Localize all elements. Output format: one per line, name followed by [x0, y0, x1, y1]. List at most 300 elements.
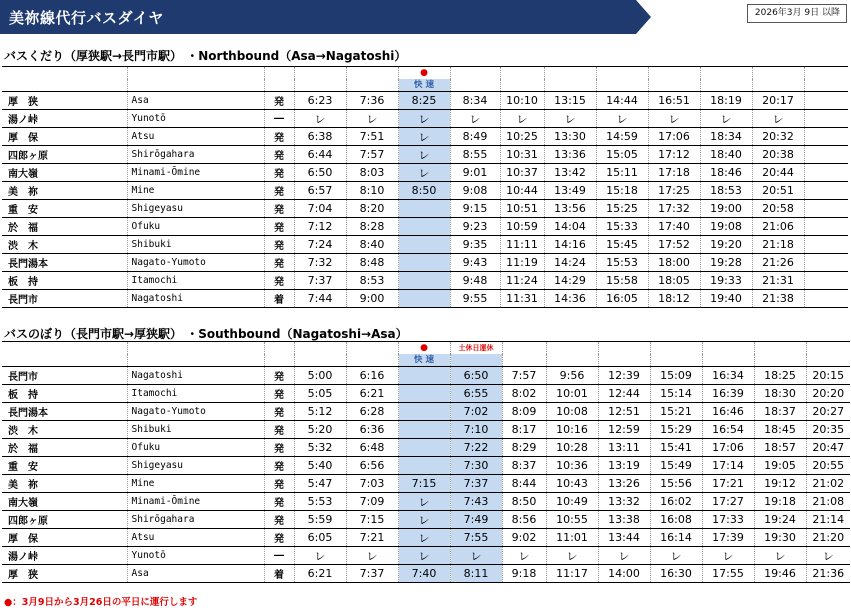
- stop-name-jp: 於 福: [2, 218, 127, 236]
- time-cell: 10:51: [500, 200, 544, 218]
- time-cell: 14:00: [598, 565, 650, 583]
- time-cell: 8:56: [502, 511, 546, 529]
- time-cell: 18:19: [700, 92, 752, 110]
- time-cell: 15:53: [596, 254, 648, 272]
- time-cell: 15:49: [650, 457, 702, 475]
- dep-arr-marker: 発: [264, 218, 294, 236]
- time-cell: 9:01: [450, 164, 500, 182]
- stop-name-jp: 重 安: [2, 457, 127, 475]
- time-cell: 10:49: [546, 493, 598, 511]
- time-cell: 6:55: [450, 385, 502, 403]
- time-cell: 7:30: [450, 457, 502, 475]
- timetable-row: [2, 164, 848, 182]
- time-cell: 8:17: [502, 421, 546, 439]
- southbound-timetable: [2, 341, 850, 583]
- time-cell: 20:32: [752, 128, 804, 146]
- time-cell: 10:36: [546, 457, 598, 475]
- time-cell: 17:06: [702, 439, 754, 457]
- time-cell: 12:51: [598, 403, 650, 421]
- dep-arr-marker: 発: [264, 182, 294, 200]
- time-cell: レ: [752, 110, 804, 128]
- time-cell: 18:00: [648, 254, 700, 272]
- time-cell: レ: [346, 547, 398, 565]
- time-cell: 15:11: [596, 164, 648, 182]
- timetable-row: [2, 511, 850, 529]
- time-cell: レ: [650, 547, 702, 565]
- timetable-row: [2, 200, 848, 218]
- time-cell: 15:33: [596, 218, 648, 236]
- time-cell: 5:40: [294, 457, 346, 475]
- time-cell: 6:48: [346, 439, 398, 457]
- time-cell: 9:43: [450, 254, 500, 272]
- rapid-label: 快 速: [398, 79, 450, 92]
- stop-name-romaji: Shirōgahara: [127, 146, 264, 164]
- time-cell: 9:48: [450, 272, 500, 290]
- header-cell: [752, 67, 804, 80]
- time-cell: 21:14: [806, 511, 850, 529]
- header-cell: [264, 79, 294, 92]
- time-cell: 13:26: [598, 475, 650, 493]
- stop-name-jp: 美 祢: [2, 182, 127, 200]
- time-cell: 7:04: [294, 200, 346, 218]
- time-cell: 10:16: [546, 421, 598, 439]
- time-cell: レ: [398, 110, 450, 128]
- time-cell: 6:38: [294, 128, 346, 146]
- time-cell: 8:20: [346, 200, 398, 218]
- time-cell: 13:32: [598, 493, 650, 511]
- dep-arr-marker: 発: [264, 475, 294, 493]
- time-cell: 10:59: [500, 218, 544, 236]
- timetable-row: [2, 92, 848, 110]
- stop-name-jp: 板 持: [2, 272, 127, 290]
- time-cell: 18:30: [754, 385, 806, 403]
- time-cell: 13:30: [544, 128, 596, 146]
- time-cell: 8:34: [450, 92, 500, 110]
- time-cell: 8:29: [502, 439, 546, 457]
- time-cell: 14:29: [544, 272, 596, 290]
- stop-name-jp: 長門湯本: [2, 254, 127, 272]
- time-cell: 7:49: [450, 511, 502, 529]
- time-cell: 7:15: [346, 511, 398, 529]
- header-cell: [650, 354, 702, 367]
- time-cell: 10:31: [500, 146, 544, 164]
- time-cell: 21:18: [752, 236, 804, 254]
- time-cell: 19:20: [700, 236, 752, 254]
- dep-arr-marker: 発: [264, 236, 294, 254]
- stop-name-jp: 南大嶺: [2, 493, 127, 511]
- time-cell: 7:57: [346, 146, 398, 164]
- time-cell: 8:10: [346, 182, 398, 200]
- header-cell: [546, 342, 598, 355]
- time-cell: 8:53: [346, 272, 398, 290]
- header-cell: [648, 79, 700, 92]
- timetable-row: [2, 128, 848, 146]
- time-cell: 16:54: [702, 421, 754, 439]
- timetable-row: [2, 403, 850, 421]
- stop-name-romaji: Asa: [127, 92, 264, 110]
- header-cell: [502, 342, 546, 355]
- stop-name-romaji: Shibuki: [127, 236, 264, 254]
- time-cell: 7:37: [450, 475, 502, 493]
- header-cell: [596, 79, 648, 92]
- time-cell: 21:06: [752, 218, 804, 236]
- time-cell: 20:38: [752, 146, 804, 164]
- time-cell: 5:47: [294, 475, 346, 493]
- time-cell: レ: [398, 547, 450, 565]
- time-cell: 8:03: [346, 164, 398, 182]
- header-cell: [294, 342, 346, 355]
- time-cell: 19:08: [700, 218, 752, 236]
- page-title: 美祢線代行バスダイヤ: [9, 9, 164, 27]
- stop-name-romaji: Atsu: [127, 529, 264, 547]
- time-cell: 8:09: [502, 403, 546, 421]
- stop-name-romaji: Asa: [127, 565, 264, 583]
- time-cell: 16:51: [648, 92, 700, 110]
- time-cell: 15:58: [596, 272, 648, 290]
- time-cell: 13:15: [544, 92, 596, 110]
- time-cell: 15:56: [650, 475, 702, 493]
- time-cell: [804, 146, 848, 164]
- dep-arr-marker: 発: [264, 254, 294, 272]
- header-cell: [598, 342, 650, 355]
- time-cell: 5:12: [294, 403, 346, 421]
- stop-name-romaji: Nagato-Yumoto: [127, 403, 264, 421]
- time-cell: 7:37: [294, 272, 346, 290]
- stop-name-romaji: Ofuku: [127, 218, 264, 236]
- service-marker: ●: [398, 342, 450, 355]
- time-cell: 21:38: [752, 290, 804, 308]
- time-cell: レ: [648, 110, 700, 128]
- time-cell: 10:43: [546, 475, 598, 493]
- stop-name-romaji: Yunotō: [127, 547, 264, 565]
- timetable-row: [2, 272, 848, 290]
- time-cell: 7:55: [450, 529, 502, 547]
- header-cell: [294, 354, 346, 367]
- time-cell: 16:14: [650, 529, 702, 547]
- timetable-row: [2, 290, 848, 308]
- header-cell: [264, 342, 294, 355]
- dep-arr-marker: 発: [264, 421, 294, 439]
- time-cell: [398, 272, 450, 290]
- time-cell: [398, 367, 450, 385]
- title-banner: [0, 0, 651, 34]
- time-cell: 11:31: [500, 290, 544, 308]
- time-cell: 21:26: [752, 254, 804, 272]
- time-cell: 16:46: [702, 403, 754, 421]
- timetable-row: [2, 565, 850, 583]
- effective-date: 2026年3月 9日 以降: [747, 4, 847, 23]
- header-cell: [294, 79, 346, 92]
- time-cell: [398, 421, 450, 439]
- stop-name-romaji: Itamochi: [127, 385, 264, 403]
- stop-name-romaji: Mine: [127, 475, 264, 493]
- time-cell: [804, 236, 848, 254]
- time-cell: [804, 290, 848, 308]
- southbound-title: バスのぼり（長門市駅→厚狭駅） ・Southbound（Nagatoshi→Asa）: [4, 327, 408, 341]
- stop-name-romaji: Shigeyasu: [127, 457, 264, 475]
- header-cell: [700, 67, 752, 80]
- time-cell: [398, 218, 450, 236]
- stop-name-romaji: Minami-Ōmine: [127, 493, 264, 511]
- time-cell: 5:20: [294, 421, 346, 439]
- dep-arr-marker: 発: [264, 457, 294, 475]
- time-cell: [804, 128, 848, 146]
- header-cell: [598, 354, 650, 367]
- time-cell: 15:14: [650, 385, 702, 403]
- time-cell: 17:55: [702, 565, 754, 583]
- time-cell: 7:24: [294, 236, 346, 254]
- time-cell: 20:51: [752, 182, 804, 200]
- dep-arr-marker: 発: [264, 367, 294, 385]
- stop-name-jp: 厚 保: [2, 128, 127, 146]
- time-cell: レ: [450, 547, 502, 565]
- time-cell: [804, 200, 848, 218]
- dep-arr-marker: 発: [264, 92, 294, 110]
- time-cell: 8:11: [450, 565, 502, 583]
- stop-name-jp: 渋 木: [2, 236, 127, 254]
- time-cell: 8:37: [502, 457, 546, 475]
- time-cell: 6:56: [346, 457, 398, 475]
- time-cell: 7:03: [346, 475, 398, 493]
- stop-name-jp: 湯ノ峠: [2, 547, 127, 565]
- time-cell: レ: [596, 110, 648, 128]
- time-cell: 6:36: [346, 421, 398, 439]
- header-cell: [346, 67, 398, 80]
- time-cell: 6:57: [294, 182, 346, 200]
- stop-name-romaji: Nagatoshi: [127, 367, 264, 385]
- time-cell: [398, 236, 450, 254]
- time-cell: 18:45: [754, 421, 806, 439]
- time-cell: 7:40: [398, 565, 450, 583]
- stop-name-romaji: Nagato-Yumoto: [127, 254, 264, 272]
- time-cell: 18:25: [754, 367, 806, 385]
- time-cell: 15:25: [596, 200, 648, 218]
- dep-arr-marker: 発: [264, 403, 294, 421]
- time-cell: 13:56: [544, 200, 596, 218]
- time-cell: 21:20: [806, 529, 850, 547]
- header-cell: [648, 67, 700, 80]
- time-cell: 11:17: [546, 565, 598, 583]
- time-cell: 7:43: [450, 493, 502, 511]
- time-cell: 9:56: [546, 367, 598, 385]
- time-cell: 13:42: [544, 164, 596, 182]
- dep-arr-marker: 発: [264, 529, 294, 547]
- header-cell: [806, 342, 850, 355]
- time-cell: レ: [546, 547, 598, 565]
- time-cell: 13:44: [598, 529, 650, 547]
- time-cell: 20:17: [752, 92, 804, 110]
- time-cell: 16:30: [650, 565, 702, 583]
- timetable-row: [2, 367, 850, 385]
- time-cell: 12:59: [598, 421, 650, 439]
- time-cell: 15:21: [650, 403, 702, 421]
- time-cell: 10:44: [500, 182, 544, 200]
- time-cell: 6:44: [294, 146, 346, 164]
- time-cell: 8:50: [502, 493, 546, 511]
- timetable-row: [2, 457, 850, 475]
- header-cell: [450, 79, 500, 92]
- header-cell: [650, 342, 702, 355]
- time-cell: 16:05: [596, 290, 648, 308]
- time-cell: レ: [294, 110, 346, 128]
- time-cell: 10:08: [546, 403, 598, 421]
- time-cell: [804, 272, 848, 290]
- dep-arr-marker: 発: [264, 272, 294, 290]
- header-cell: [804, 79, 848, 92]
- time-cell: 20:27: [806, 403, 850, 421]
- time-cell: 5:32: [294, 439, 346, 457]
- timetable-row: [2, 385, 850, 403]
- time-cell: 19:18: [754, 493, 806, 511]
- time-cell: 14:44: [596, 92, 648, 110]
- header-cell: [264, 67, 294, 80]
- time-cell: 14:04: [544, 218, 596, 236]
- header-cell: [264, 354, 294, 367]
- time-cell: 17:18: [648, 164, 700, 182]
- time-cell: 7:22: [450, 439, 502, 457]
- header-cell: [294, 67, 346, 80]
- time-cell: [398, 403, 450, 421]
- dep-arr-marker: 発: [264, 128, 294, 146]
- header-cell: [127, 67, 264, 80]
- time-cell: 7:09: [346, 493, 398, 511]
- header-cell: [702, 342, 754, 355]
- time-cell: 7:57: [502, 367, 546, 385]
- time-cell: レ: [398, 529, 450, 547]
- time-cell: 19:28: [700, 254, 752, 272]
- header-cell: [346, 354, 398, 367]
- header-cell: [502, 354, 546, 367]
- time-cell: 14:16: [544, 236, 596, 254]
- time-cell: 9:18: [502, 565, 546, 583]
- stop-name-romaji: Nagatoshi: [127, 290, 264, 308]
- time-cell: レ: [398, 511, 450, 529]
- time-cell: レ: [754, 547, 806, 565]
- time-cell: [398, 385, 450, 403]
- header-cell: [752, 79, 804, 92]
- time-cell: [398, 290, 450, 308]
- time-cell: 6:21: [294, 565, 346, 583]
- time-cell: 11:11: [500, 236, 544, 254]
- header-cell: [544, 67, 596, 80]
- time-cell: 13:19: [598, 457, 650, 475]
- header-cell: [450, 354, 502, 367]
- time-cell: 14:36: [544, 290, 596, 308]
- time-cell: 20:44: [752, 164, 804, 182]
- timetable-row: [2, 182, 848, 200]
- stop-name-jp: 重 安: [2, 200, 127, 218]
- time-cell: 14:59: [596, 128, 648, 146]
- header-cell: [806, 354, 850, 367]
- stop-name-jp: 四郎ヶ原: [2, 511, 127, 529]
- stop-name-romaji: Yunotō: [127, 110, 264, 128]
- timetable-row: [2, 218, 848, 236]
- dep-arr-marker: 発: [264, 493, 294, 511]
- stop-name-jp: 板 持: [2, 385, 127, 403]
- time-cell: 16:34: [702, 367, 754, 385]
- time-cell: [804, 92, 848, 110]
- stop-name-romaji: Mine: [127, 182, 264, 200]
- header-cell: [500, 67, 544, 80]
- time-cell: 11:01: [546, 529, 598, 547]
- header-cell: [544, 79, 596, 92]
- rapid-label: 快 速: [398, 354, 450, 367]
- time-cell: 20:35: [806, 421, 850, 439]
- time-cell: 18:46: [700, 164, 752, 182]
- time-cell: 8:02: [502, 385, 546, 403]
- header-cell: [804, 67, 848, 80]
- header-cell: [2, 79, 127, 92]
- time-cell: 7:37: [346, 565, 398, 583]
- header-cell: [450, 67, 500, 80]
- stop-name-jp: 長門市: [2, 290, 127, 308]
- time-cell: [804, 110, 848, 128]
- time-cell: 8:50: [398, 182, 450, 200]
- time-cell: 15:29: [650, 421, 702, 439]
- time-cell: レ: [500, 110, 544, 128]
- time-cell: 16:08: [650, 511, 702, 529]
- time-cell: 20:20: [806, 385, 850, 403]
- time-cell: レ: [346, 110, 398, 128]
- time-cell: 18:57: [754, 439, 806, 457]
- time-cell: 18:37: [754, 403, 806, 421]
- header-cell: [546, 354, 598, 367]
- header-cell: [702, 354, 754, 367]
- header-cell: [2, 67, 127, 80]
- time-cell: 12:44: [598, 385, 650, 403]
- time-cell: 11:19: [500, 254, 544, 272]
- time-cell: 10:37: [500, 164, 544, 182]
- time-cell: レ: [450, 110, 500, 128]
- stop-name-jp: 四郎ヶ原: [2, 146, 127, 164]
- stop-name-jp: 湯ノ峠: [2, 110, 127, 128]
- time-cell: 5:53: [294, 493, 346, 511]
- time-cell: 17:40: [648, 218, 700, 236]
- dep-arr-marker: 発: [264, 164, 294, 182]
- time-cell: レ: [806, 547, 850, 565]
- time-cell: 21:08: [806, 493, 850, 511]
- time-cell: 18:53: [700, 182, 752, 200]
- time-cell: 9:55: [450, 290, 500, 308]
- header-cell: [754, 342, 806, 355]
- time-cell: 13:49: [544, 182, 596, 200]
- time-cell: レ: [398, 164, 450, 182]
- time-cell: 11:24: [500, 272, 544, 290]
- time-cell: 15:41: [650, 439, 702, 457]
- timetable-row: [2, 439, 850, 457]
- timetable-row: [2, 547, 850, 565]
- time-cell: 6:05: [294, 529, 346, 547]
- stop-name-romaji: Shigeyasu: [127, 200, 264, 218]
- time-cell: 20:15: [806, 367, 850, 385]
- time-cell: [804, 164, 848, 182]
- time-cell: 16:02: [650, 493, 702, 511]
- time-cell: レ: [702, 547, 754, 565]
- time-cell: レ: [294, 547, 346, 565]
- time-cell: 15:18: [596, 182, 648, 200]
- header-cell: [700, 79, 752, 92]
- time-cell: 8:48: [346, 254, 398, 272]
- time-cell: [398, 200, 450, 218]
- dep-arr-marker: 発: [264, 200, 294, 218]
- time-cell: 6:16: [346, 367, 398, 385]
- time-cell: 6:28: [346, 403, 398, 421]
- time-cell: レ: [398, 146, 450, 164]
- dep-arr-marker: ―: [264, 547, 294, 565]
- time-cell: 17:39: [702, 529, 754, 547]
- time-cell: 17:21: [702, 475, 754, 493]
- time-cell: 21:02: [806, 475, 850, 493]
